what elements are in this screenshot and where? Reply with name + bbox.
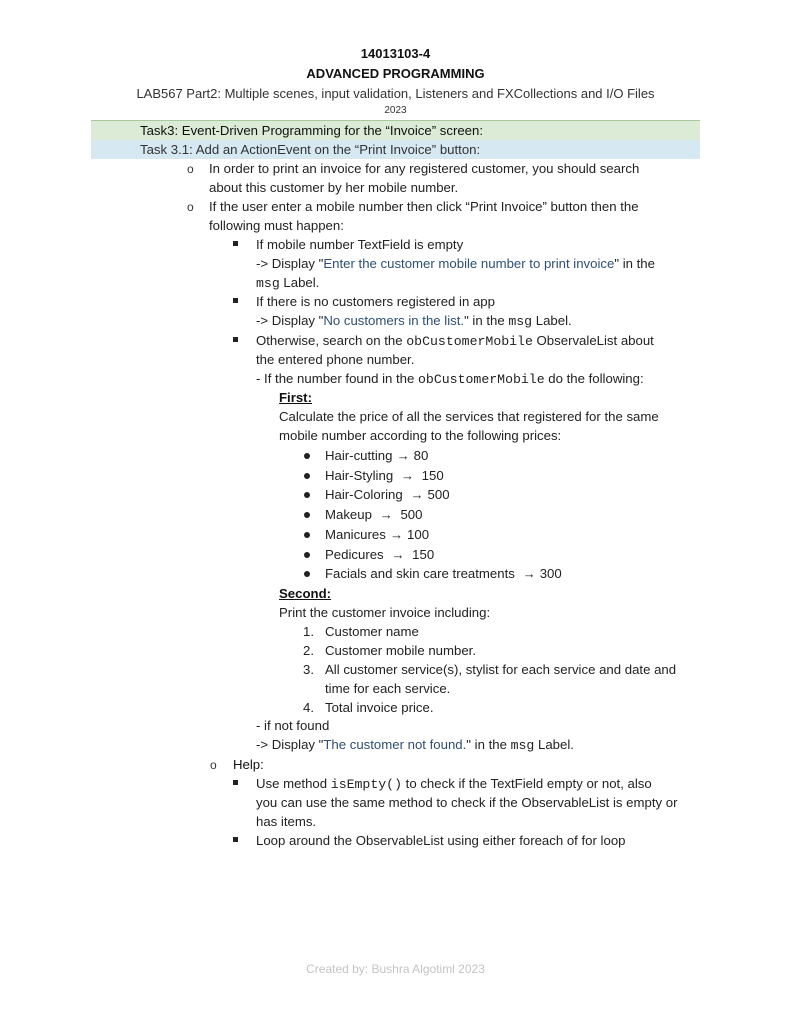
arrow-right-icon: → (522, 566, 536, 581)
notfound-line: - if not found (256, 718, 330, 733)
service-name: Pedicures (325, 547, 388, 562)
price-item (325, 525, 429, 544)
paragraph-1-line-1: In order to print an invoice for any registered customer, you should search (209, 161, 640, 176)
arrow-right-icon: → (391, 547, 405, 562)
arrow-right-icon: → (400, 468, 415, 483)
service-name: Hair-Coloring (325, 487, 407, 502)
round-bullet-icon (304, 552, 310, 558)
help-2: Loop around the ObservableList using either foreach of for loop (256, 833, 626, 848)
round-bullet-icon (304, 571, 310, 577)
bullet-2-line-2: -> Display "No customers in the list." in the msg Label. (256, 313, 572, 329)
circle-bullet-icon: o (187, 200, 194, 214)
round-bullet-icon (304, 532, 310, 538)
price-item (325, 505, 422, 524)
service-name: Hair-Styling (325, 468, 397, 483)
invoice-item-text: Customer name (325, 624, 419, 639)
first-line-2: mobile number according to the following prices: (279, 428, 562, 443)
invoice-item-text: Total invoice price. (325, 700, 434, 715)
invoice-item-number: 2. (303, 643, 314, 658)
price-item (325, 485, 450, 504)
circle-bullet-icon: o (210, 758, 217, 772)
price-item (325, 466, 444, 485)
service-price: 150 (408, 547, 435, 562)
round-bullet-icon (304, 473, 310, 479)
lab-title: LAB567 Part2: Multiple scenes, input validation, Listeners and FXCollections and I/O Files (136, 86, 655, 101)
bullet-1-line-3: msg Label. (256, 275, 320, 291)
help-label: Help: (233, 757, 264, 772)
paragraph-2-line-1: If the user enter a mobile number then click “Print Invoice” button then the (209, 199, 639, 214)
bullet-3-line-2: the entered phone number. (256, 352, 415, 367)
year: 2023 (384, 105, 407, 116)
bullet-2-line-1: If there is no customers registered in app (256, 294, 495, 309)
first-label: First: (279, 390, 312, 405)
invoice-item-text: time for each service. (325, 681, 451, 696)
task-title: Task3: Event-Driven Programming for the “Invoice” screen: (140, 123, 484, 138)
service-name: Manicures (325, 527, 386, 542)
circle-bullet-icon: o (187, 162, 194, 176)
invoice-item-text: All customer service(s), stylist for each service and date and (325, 662, 677, 677)
service-price: 500 (427, 487, 450, 502)
square-bullet-icon (233, 337, 238, 342)
first-line-1: Calculate the price of all the services that registered for the same (279, 409, 659, 424)
round-bullet-icon (304, 492, 310, 498)
arrow-right-icon: → (389, 527, 404, 542)
invoice-item-number: 4. (303, 700, 314, 715)
bullet-1-line-2: -> Display "Enter the customer mobile number to print invoice" in the (256, 256, 655, 271)
course-code: 14013103-4 (360, 46, 431, 61)
paragraph-2-line-2: following must happen: (209, 218, 344, 233)
service-price: 150 (418, 468, 444, 483)
invoice-item-number: 1. (303, 624, 314, 639)
found-line: - If the number found in the obCustomerMobile do the following: (256, 371, 644, 387)
service-price: 100 (407, 527, 430, 542)
message-text: Enter the customer mobile number to print invoice (323, 256, 615, 271)
arrow-right-icon: → (410, 487, 424, 502)
second-intro: Print the customer invoice including: (279, 605, 491, 620)
message-text: The customer not found. (323, 737, 467, 752)
arrow-right-icon: → (379, 507, 393, 522)
round-bullet-icon (304, 453, 310, 459)
invoice-item-number: 3. (303, 662, 314, 677)
price-item (325, 446, 428, 465)
price-item (325, 564, 562, 583)
square-bullet-icon (233, 241, 238, 246)
service-price: 80 (413, 448, 429, 463)
paragraph-1-line-2: about this customer by her mobile number. (209, 180, 459, 195)
invoice-item-text: Customer mobile number. (325, 643, 476, 658)
arrow-right-icon: → (396, 448, 410, 463)
message-text: No customers in the list. (323, 313, 465, 328)
price-item (325, 545, 434, 564)
square-bullet-icon (233, 780, 238, 785)
square-bullet-icon (233, 298, 238, 303)
help-1-line-1: Use method isEmpty() to check if the TextField empty or not, also (256, 776, 652, 792)
square-bullet-icon (233, 837, 238, 842)
second-label: Second: (279, 586, 332, 601)
bullet-1-line-1: If mobile number TextField is empty (256, 237, 464, 252)
round-bullet-icon (304, 512, 310, 518)
help-1-line-2: you can use the same method to check if the ObservableList is empty or (256, 795, 678, 810)
notfound-display: -> Display "The customer not found." in the msg Label. (256, 737, 574, 753)
service-price: 300 (539, 566, 562, 581)
help-1-line-3: has items. (256, 814, 317, 829)
service-price: 500 (396, 507, 423, 522)
subtask-title: Task 3.1: Add an ActionEvent on the “Print Invoice” button: (140, 142, 481, 157)
service-name: Facials and skin care treatments (325, 566, 519, 581)
bullet-3-line-1: Otherwise, search on the obCustomerMobile ObservaleList about (256, 333, 654, 349)
service-name: Hair-cutting (325, 448, 393, 463)
footer-credit: Created by: Bushra Algotiml 2023 (306, 962, 485, 976)
course-name: ADVANCED PROGRAMMING (306, 66, 485, 81)
service-name: Makeup (325, 507, 376, 522)
